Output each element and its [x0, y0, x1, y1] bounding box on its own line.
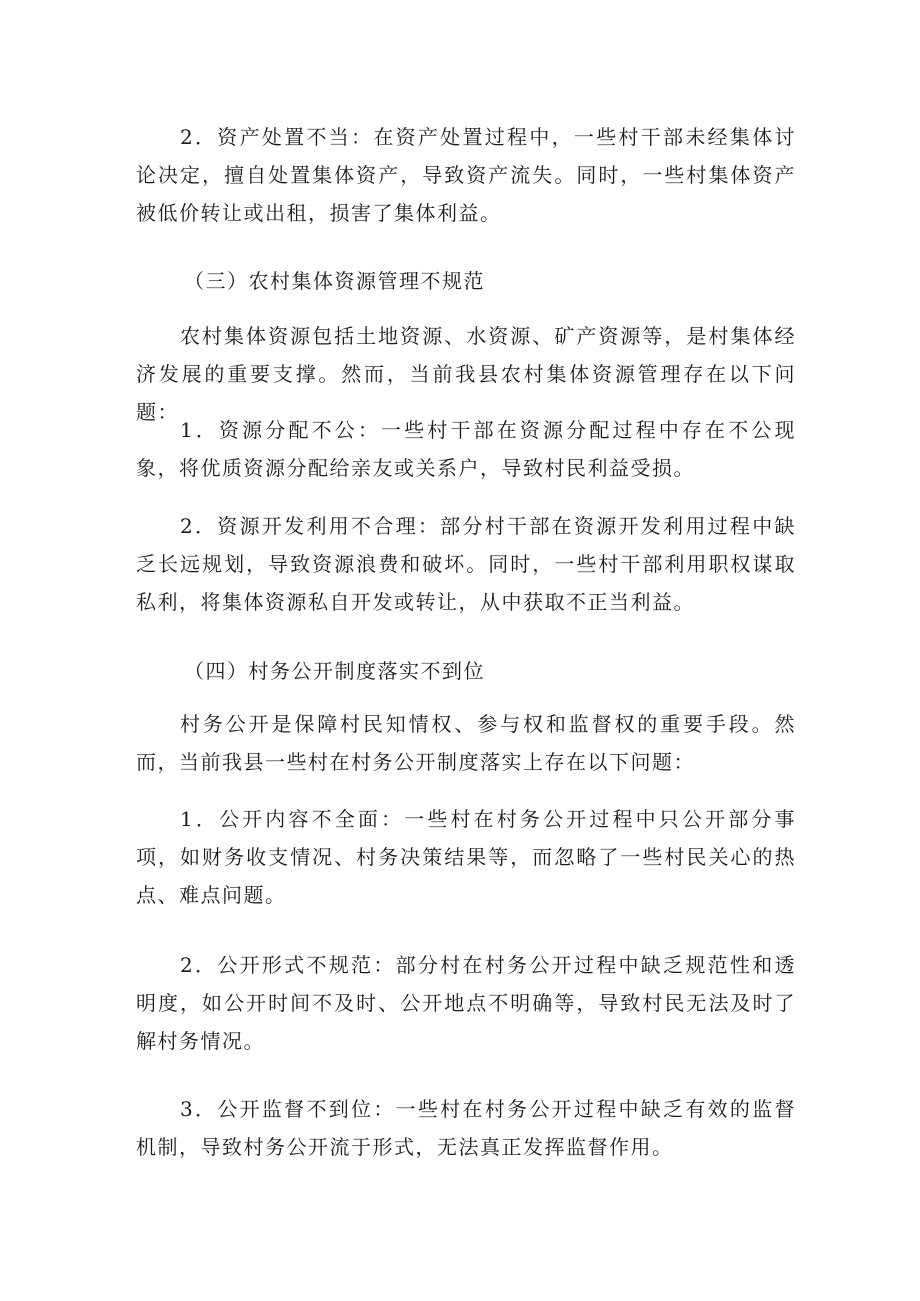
paragraph-resources-intro: 农村集体资源包括土地资源、水资源、矿产资源等，是村集体经济发展的重要支撑。然而，当前我县农村集体资源管理存在以下问题： — [136, 324, 796, 424]
paragraph-form-irregular: 2．公开形式不规范：部分村在村务公开过程中缺乏规范性和透明度，如公开时间不及时、公开地点不明确等，导致村民无法及时了解村务情况。 — [136, 953, 796, 1053]
section-heading-resources: （三）农村集体资源管理不规范 — [184, 269, 485, 293]
paragraph-resource-allocation: 1．资源分配不公：一些村干部在资源分配过程中存在不公现象，将优质资源分配给亲友或关系户，导致村民利益受损。 — [136, 418, 796, 480]
paragraph-asset-disposal: 2．资产处置不当：在资产处置过程中，一些村干部未经集体讨论决定，擅自处置集体资产，导致资产流失。同时，一些村集体资产被低价转让或出租，损害了集体利益。 — [136, 125, 796, 225]
paragraph-affairs-intro: 村务公开是保障村民知情权、参与权和监督权的重要手段。然而，当前我县一些村在村务公开制度落实上存在以下问题： — [136, 712, 796, 774]
paragraph-supervision-lacking: 3．公开监督不到位：一些村在村务公开过程中缺乏有效的监督机制，导致村务公开流于形式，无法真正发挥监督作用。 — [136, 1097, 796, 1159]
paragraph-content-incomplete: 1．公开内容不全面：一些村在村务公开过程中只公开部分事项，如财务收支情况、村务决策结果等，而忽略了一些村民关心的热点、难点问题。 — [136, 807, 796, 907]
paragraph-resource-development: 2．资源开发利用不合理：部分村干部在资源开发利用过程中缺乏长远规划，导致资源浪费和破坏。同时，一些村干部利用职权谋取私利，将集体资源私自开发或转让，从中获取不正当利益。 — [136, 514, 796, 614]
section-heading-village-affairs: （四）村务公开制度落实不到位 — [184, 659, 485, 683]
